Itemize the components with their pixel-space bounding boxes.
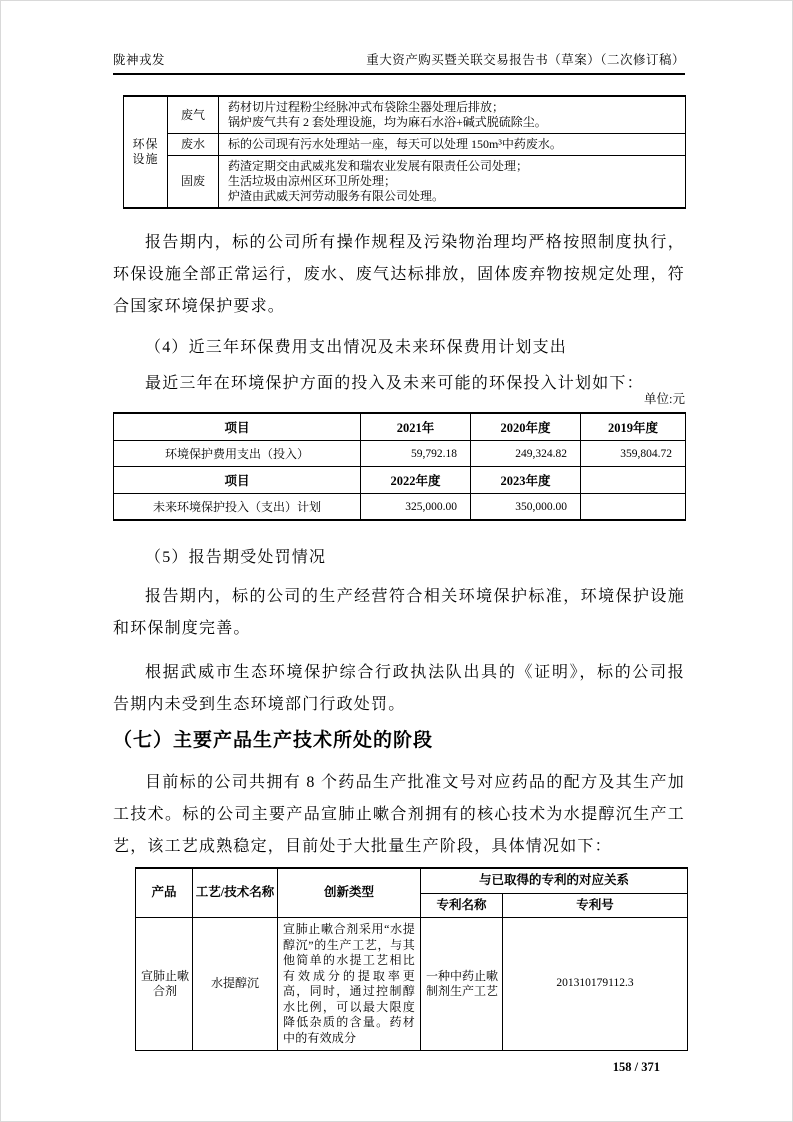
- table-row: [124, 156, 686, 209]
- table-header-row: [114, 413, 686, 441]
- para-penalty-compliance: 报告期内，标的公司的生产经营符合相关环境保护标准，环境保护设施和环保制度完善。: [113, 588, 685, 637]
- header-report-title: 重大资产购买暨关联交易报告书（草案）（二次修订稿）: [366, 53, 685, 67]
- innovation-cell: 宣肺止嗽合剂采用“水提醇沉”的生产工艺，与其他简单的水提工艺相比有效成分的提取率更高，同时，通过控制醇水比例，可以最大限度降低杂质的含量。药材中的有效成分: [278, 918, 421, 1051]
- header-company-name: 陇神戎发: [113, 53, 166, 67]
- table-header-row: [114, 467, 686, 494]
- table-cell: 环境保护费用支出（投入）: [114, 441, 361, 467]
- table-header-cell: 项目: [114, 413, 361, 441]
- table-cell: 350,000.00: [471, 494, 581, 521]
- unit-label: 单位:元: [644, 392, 685, 406]
- env-desc-cell: [219, 134, 686, 156]
- env-desc-line: 标的公司现有污水处理站一座，每天可以处理 150m³中药废水。: [228, 137, 562, 151]
- patent-number-cell: 201310179112.3: [503, 918, 688, 1051]
- env-desc-line: 生活垃圾由凉州区环卫所处理；: [228, 174, 397, 188]
- section-heading-products: （七）主要产品生产技术所处的阶段: [113, 730, 434, 751]
- heading-env-expense: （4）近三年环保费用支出情况及未来环保费用计划支出: [145, 339, 568, 356]
- table-header-cell: 与已取得的专利的对应关系: [421, 868, 688, 893]
- table-header-cell: 2020年度: [471, 413, 581, 441]
- table-cell: 未来环境保护投入（支出）计划: [114, 494, 361, 521]
- table-header-cell: 2019年度: [581, 413, 686, 441]
- env-type-cell: 废气: [168, 96, 219, 134]
- table-header-row: [136, 868, 688, 893]
- env-type-cell: 固废: [168, 156, 219, 209]
- para-env-investment-intro: 最近三年在环境保护方面的投入及未来可能的环保投入计划如下：: [145, 375, 644, 392]
- env-category-cell: 环保设施: [124, 96, 168, 208]
- table-header-cell: 2022年度: [361, 467, 471, 494]
- page-header: [113, 50, 685, 75]
- table-row: [124, 96, 686, 134]
- env-desc-line: 炉渣由武威天河劳动服务有限公司处理。: [228, 189, 445, 203]
- table-header-cell: 2021年: [361, 413, 471, 441]
- patent-name-cell: 一种中药止嗽制剂生产工艺: [421, 918, 503, 1051]
- table-header-cell: 工艺/技术名称: [193, 868, 278, 918]
- table-cell: 325,000.00: [361, 494, 471, 521]
- para-products-intro: 目前标的公司共拥有 8 个药品生产批准文号对应药品的配方及其生产加工技术。标的公司主要产品宣肺止嗽合剂拥有的核心技术为水提醇沉生产工艺，该工艺成熟稳定，目前处于大批量生产阶段，具体情况如下：: [113, 774, 685, 855]
- table-header-cell: 专利名称: [421, 893, 503, 918]
- page-number: 158 / 371: [612, 1060, 660, 1074]
- para-penalty-proof: 根据武威市生态环境保护综合行政执法队出具的《证明》，标的公司报告期内未受到生态环境部门行政处罚。: [113, 664, 685, 713]
- table-cell: 359,804.72: [581, 441, 686, 467]
- env-desc-cell: [219, 96, 686, 134]
- tech-cell: 水提醇沉: [193, 918, 278, 1051]
- table-row: [124, 134, 686, 156]
- patent-table: [135, 867, 688, 1051]
- table-cell: 59,792.18: [361, 441, 471, 467]
- table-header-cell: 2023年度: [471, 467, 581, 494]
- env-type-cell: 废水: [168, 134, 219, 156]
- table-header-cell: 创新类型: [278, 868, 421, 918]
- env-desc-line: 药材切片过程粉尘经脉冲式布袋除尘器处理后排放；: [228, 100, 505, 114]
- table-cell: [581, 494, 686, 521]
- env-desc-cell: [219, 156, 686, 209]
- table-header-cell: 项目: [114, 467, 361, 494]
- env-expense-table: [113, 412, 686, 521]
- para-env-compliance: 报告期内，标的公司所有操作规程及污染物治理均严格按照制度执行，环保设施全部正常运行，废水、废气达标排放，固体废弃物按规定处理，符合国家环境保护要求。: [113, 234, 685, 315]
- table-header-cell: 产品: [136, 868, 193, 918]
- env-facilities-table: [123, 95, 686, 209]
- heading-penalty: （5）报告期受处罚情况: [145, 549, 327, 566]
- table-row: [136, 918, 688, 1051]
- table-cell: 249,324.82: [471, 441, 581, 467]
- product-cell: 宣肺止嗽合剂: [136, 918, 193, 1051]
- table-row: [114, 494, 686, 521]
- table-row: [114, 441, 686, 467]
- table-header-cell: [581, 467, 686, 494]
- env-desc-line: 锅炉废气共有 2 套处理设施，均为麻石水浴+碱式脱硫除尘。: [228, 115, 547, 129]
- env-desc-line: 药渣定期交由武威兆发和瑞农业发展有限责任公司处理；: [228, 159, 529, 173]
- table-header-cell: 专利号: [503, 893, 688, 918]
